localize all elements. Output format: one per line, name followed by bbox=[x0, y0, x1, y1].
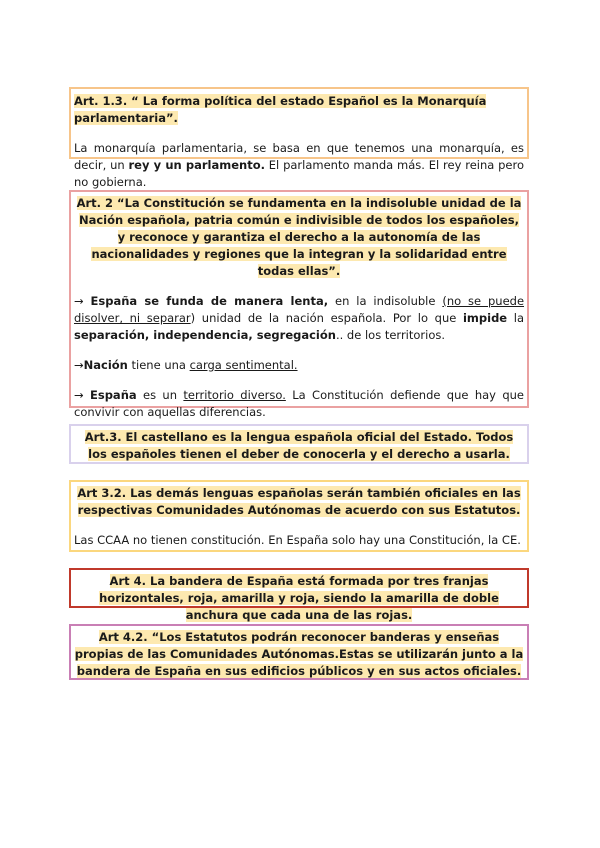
article-3-2-heading: Art 3.2. Las demás lenguas españolas serán también oficiales en las respectivas Comunidades Autónomas de acuerdo con sus Estatutos. bbox=[77, 486, 521, 517]
article-3-2-body: Las CCAA no tienen constitución. En España solo hay una Constitución, la CE. bbox=[74, 533, 521, 547]
article-2-paragraph-2: →Nación tiene una carga sentimental. bbox=[74, 358, 298, 372]
article-3-2-box bbox=[69, 480, 529, 552]
article-4-heading: Art 4. La bandera de España está formada por tres franjas horizontales, roja, amarilla y roja, siendo la amarilla de doble anchura que cada una de las rojas. bbox=[99, 574, 499, 622]
article-4-box bbox=[69, 568, 529, 622]
article-4-2-box bbox=[69, 624, 529, 680]
article-3-heading: Art.3. El castellano es la lengua española oficial del Estado. Todos los españoles tienen el deber de conocerla y el derecho a usarla. bbox=[84, 430, 514, 461]
article-2-paragraph-1: → España se funda de manera lenta, en la indisoluble (no se puede disolver, ni separar) unidad de la nación española. Por lo que impide la separación, independencia, segregación.. de los territorios. bbox=[74, 294, 525, 342]
arrow-icon: → bbox=[74, 294, 91, 308]
arrow-icon: → bbox=[74, 388, 90, 402]
article-1-3-heading: Art. 1.3. “ La forma política del estado Español es la Monarquía parlamentaria”. bbox=[74, 94, 487, 125]
article-2-box bbox=[69, 190, 529, 419]
article-1-3-box bbox=[69, 87, 529, 189]
arrow-icon: → bbox=[74, 358, 84, 372]
article-3-box bbox=[69, 424, 529, 464]
article-2-paragraph-3: → España es un territorio diverso. La Constitución defiende que hay que convivir con aquellas diferencias. bbox=[74, 388, 524, 419]
article-4-2-heading: Art 4.2. “Los Estatutos podrán reconocer banderas y enseñas propias de las Comunidades Autónomas.Estas se utilizarán junto a la bandera de España en sus edificios públicos y en sus actos oficiales. bbox=[74, 630, 524, 678]
article-2-heading: Art. 2 “La Constitución se fundamenta en la indisoluble unidad de la Nación española, patria común e indivisible de todos los españoles, y reconoce y garantiza el derecho a la autonomía de las nacionalidades y regiones que la integran y la solidaridad entre todas ellas”. bbox=[76, 196, 522, 278]
article-1-3-body: La monarquía parlamentaria, se basa en que tenemos una monarquía, es decir, un rey y un parlamento. El parlamento manda más. El rey reina pero no gobierna. bbox=[74, 141, 525, 189]
